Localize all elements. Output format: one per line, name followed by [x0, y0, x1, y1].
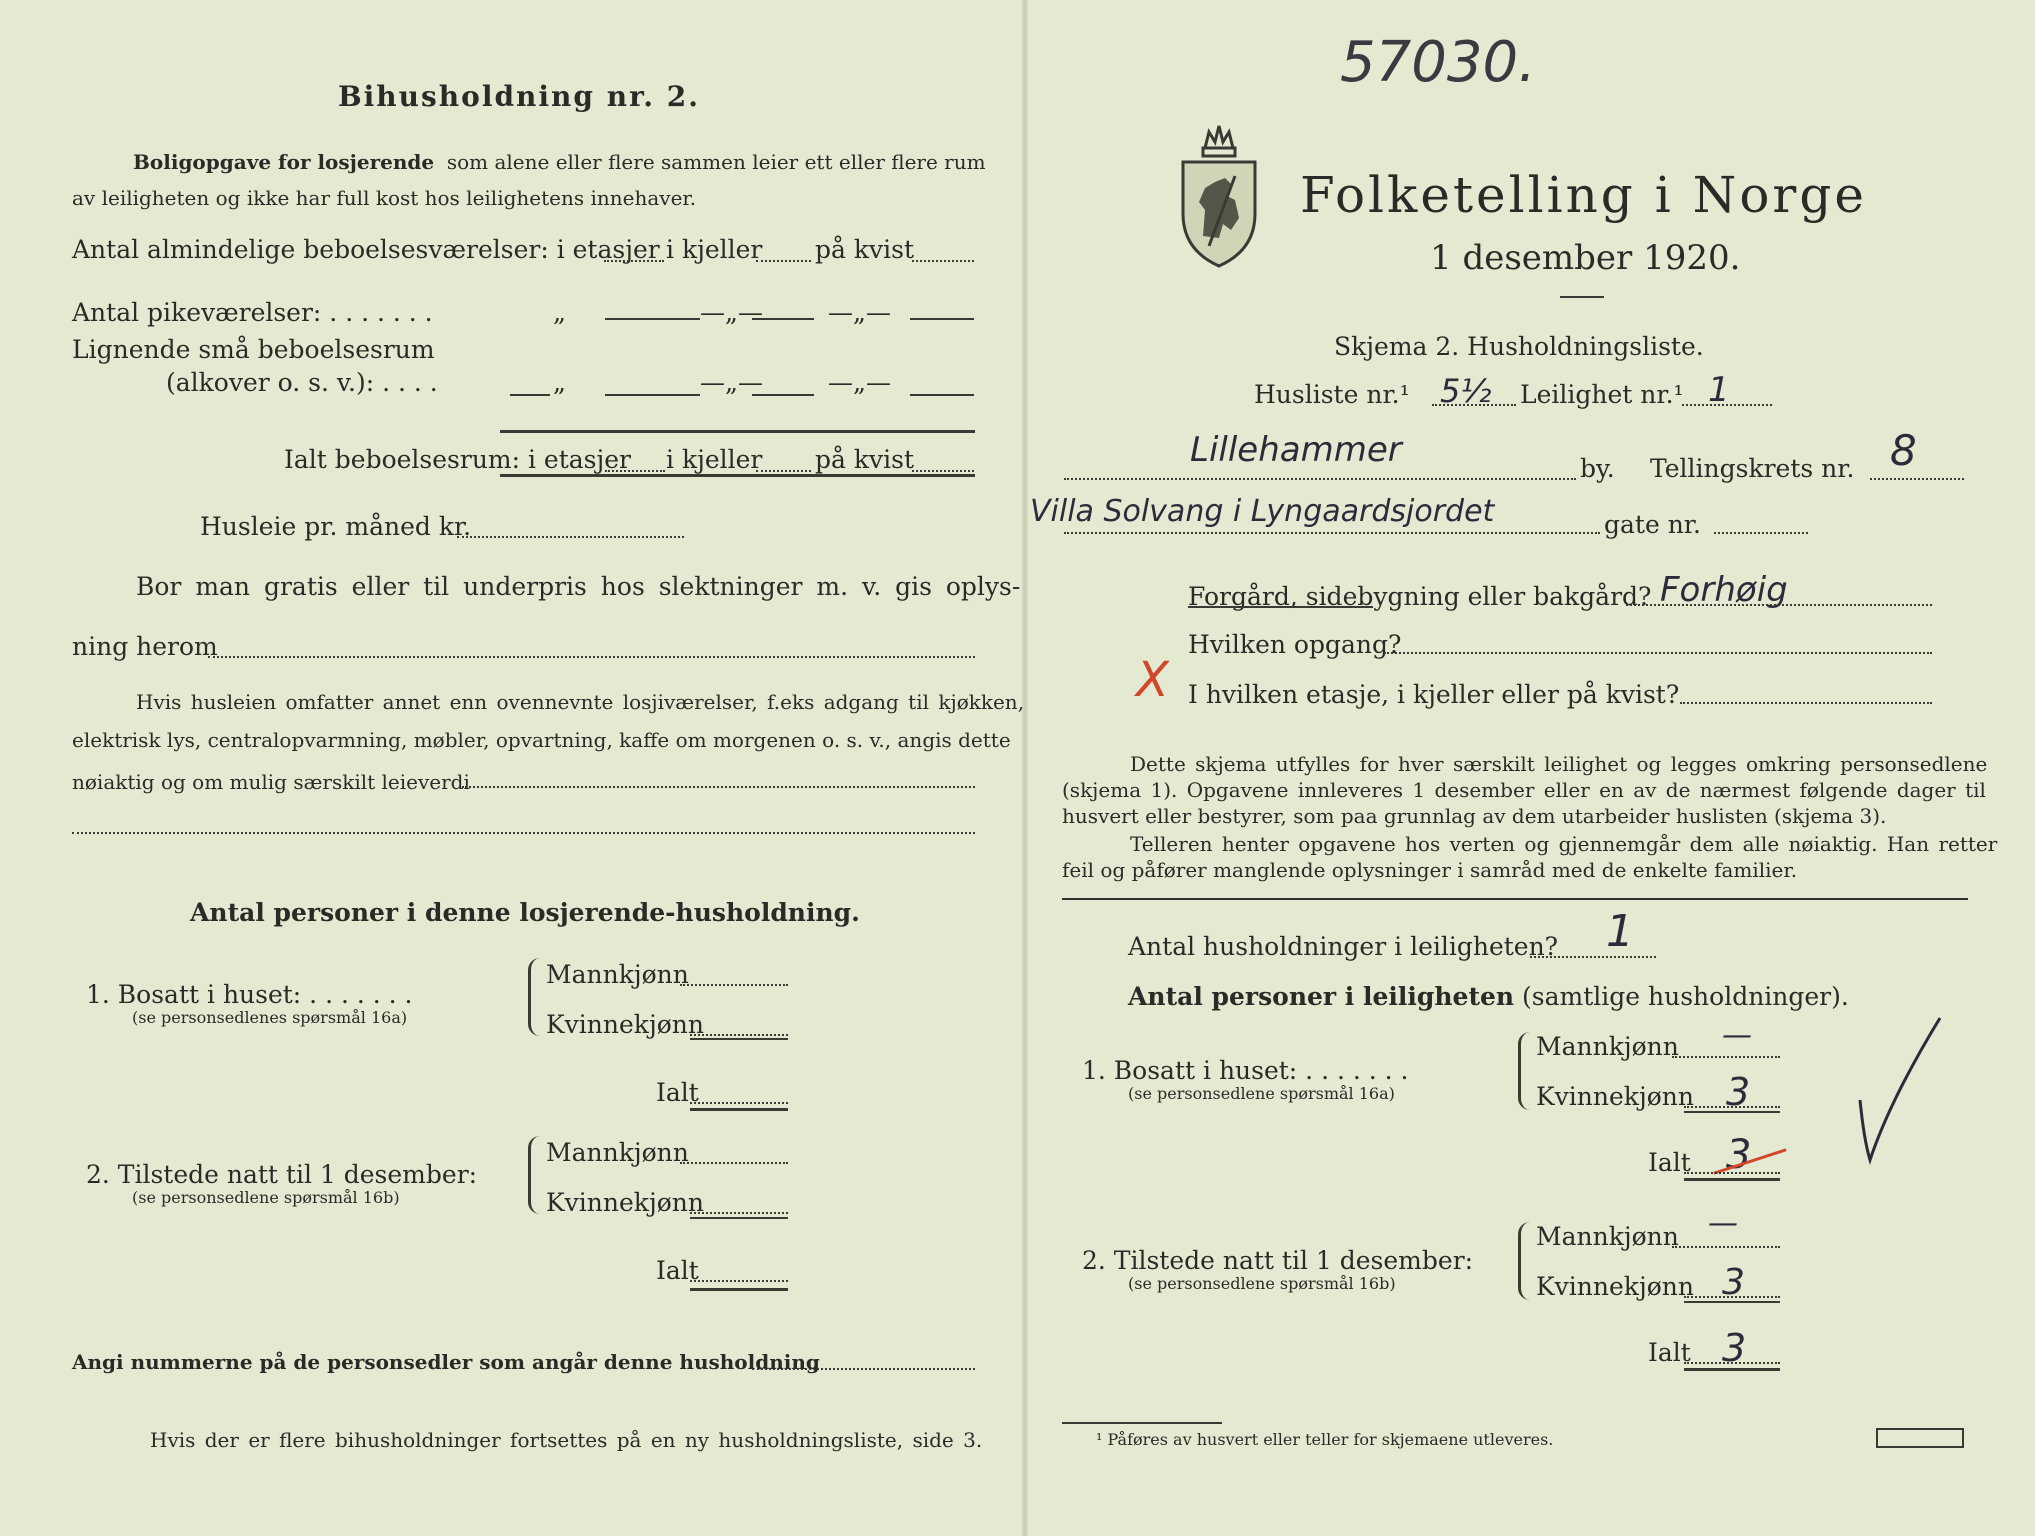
left-q2-mann-field[interactable] [680, 1162, 788, 1164]
stamp-number: 57030. [1340, 30, 1536, 95]
right-title: Folketelling i Norge [1300, 166, 1867, 224]
right-q2-label: 2. Tilstede natt til 1 desember: [1082, 1246, 1474, 1275]
left-q2-ialt-field[interactable] [690, 1280, 788, 1282]
right-q1-mann-label: Mannkjønn [1536, 1032, 1679, 1061]
bor-line2: ning herom [72, 632, 218, 661]
leilighet-value: 1 [1708, 370, 1730, 410]
left-q1-kvinne-field[interactable] [690, 1034, 788, 1036]
rooms-kjeller-label: i kjeller [666, 235, 763, 264]
left-q2-label: 2. Tilstede natt til 1 desember: [86, 1160, 478, 1189]
street-field[interactable] [1064, 532, 1600, 534]
rooms-label: Antal almindelige beboelsesværelser: i etasjer [72, 235, 660, 264]
etasje-label: I hvilken etasje, i kjeller eller på kvist? [1188, 680, 1680, 709]
left-q1-mann-field[interactable] [680, 984, 788, 986]
angi-field[interactable] [752, 1368, 975, 1370]
krets-field[interactable] [1870, 478, 1964, 480]
right-q2-brace [1518, 1222, 1531, 1300]
printer-mark [1876, 1428, 1964, 1448]
left-q1-mann-label: Mannkjønn [546, 960, 689, 989]
right-q2-sum-rule [1684, 1301, 1780, 1303]
pike-kvist-field[interactable] [910, 318, 974, 320]
right-q2-ialt-label: Ialt [1648, 1338, 1691, 1367]
ialt-kvist-field[interactable] [912, 470, 974, 472]
hvis-line1: Hvis husleien omfatter annet enn ovennevnte losjiværelser, f.eks adgang til kjøkken, [136, 690, 1025, 714]
info-p1-l3: husvert eller bestyrer, som paa grunnlag av dem utarbeider huslisten (skjema 3). [1062, 804, 1887, 828]
footnote: ¹ Påføres av husvert eller teller for skjemaene utleveres. [1096, 1430, 1554, 1449]
right-q2-ialt-value: 3 [1722, 1326, 1747, 1370]
intro-line2: av leiligheten og ikke har full kost hos leilighetens innehaver. [72, 186, 697, 210]
pike-kjeller-field[interactable] [752, 318, 814, 320]
left-q2-kvinne-field[interactable] [690, 1212, 788, 1214]
rooms-kvist-label: på kvist [815, 235, 914, 264]
hush-label: Antal husholdninger i leiligheten? [1128, 932, 1559, 961]
pike-ditto3: —„— [828, 298, 891, 327]
rooms-kvist-field[interactable] [912, 260, 974, 262]
census-date: 1 desember 1920. [1430, 238, 1741, 278]
alkover-etasjer-field[interactable] [605, 394, 700, 396]
gate-label: gate nr. [1604, 510, 1701, 539]
left-q1-brace [528, 958, 541, 1036]
leilighet-field[interactable] [1682, 404, 1772, 406]
left-q1-ialt-field[interactable] [690, 1102, 788, 1104]
husleie-field[interactable] [457, 536, 684, 538]
right-q2-kvinne-field[interactable] [1684, 1296, 1780, 1298]
info-p1-l1: Dette skjema utfylles for hver særskilt leilighet og legges omkring personsedlene [1130, 752, 1988, 776]
info-p2-l2: feil og påfører manglende oplysninger i samråd med de enkelte familier. [1062, 858, 1798, 882]
left-footer: Hvis der er flere bihusholdninger fortsettes på en ny husholdningsliste, side 3. [150, 1428, 983, 1452]
husliste-label: Husliste nr.¹ [1254, 380, 1410, 409]
right-q1-ialt-field[interactable] [1684, 1172, 1780, 1174]
city-field[interactable] [1064, 478, 1576, 480]
page-fold [1022, 0, 1028, 1536]
alkover-ditto: „ [553, 368, 566, 397]
bor-line1: Bor man gratis eller til underpris hos slektninger m. v. gis oplys- [136, 572, 1021, 601]
right-q2-kvinne-value: 3 [1722, 1262, 1745, 1303]
krets-label: Tellingskrets nr. [1650, 454, 1855, 483]
krets-value: 8 [1890, 426, 1917, 475]
right-q1-mann-field[interactable] [1672, 1056, 1780, 1058]
right-q1-label: 1. Bosatt i huset: . . . . . . . [1082, 1056, 1409, 1085]
hvis-field[interactable] [462, 786, 975, 788]
right-q2-mann-label: Mannkjønn [1536, 1222, 1679, 1251]
opgang-label: Hvilken opgang? [1188, 630, 1402, 659]
gate-nr-field[interactable] [1714, 532, 1808, 534]
alkover-label: (alkover o. s. v.): . . . . [166, 368, 438, 397]
info-p1-l2: (skjema 1). Opgavene innleveres 1 desember eller en av de nærmest følgende dager til [1062, 778, 1986, 802]
husliste-field[interactable] [1432, 404, 1516, 406]
right-q1-ialt-rule [1684, 1178, 1780, 1181]
left-q1-ialt-label: Ialt [656, 1078, 699, 1107]
ialt-etasjer-field[interactable] [605, 470, 665, 472]
bor-field[interactable] [208, 656, 975, 658]
street-value: Villa Solvang i Lyngaardsjordet [1030, 494, 1495, 529]
right-q1-kvinne-field[interactable] [1684, 1106, 1780, 1108]
left-q2-ialt-label: Ialt [656, 1256, 699, 1285]
date-rule [1560, 296, 1604, 298]
forgard-field[interactable] [1626, 604, 1932, 606]
rooms-etasjer-field[interactable] [604, 260, 664, 262]
hvis-line2: elektrisk lys, centralopvarmning, møbler, opvartning, kaffe om morgenen o. s. v., angis dette [72, 728, 1011, 752]
left-q2-sub: (se personsedlene spørsmål 16b) [132, 1188, 400, 1207]
intro-line1: Boligopgave for losjerende som alene eller flere sammen leier ett eller flere rum [133, 150, 986, 174]
pike-label: Antal pikeværelser: . . . . . . . [72, 298, 433, 327]
right-q1-ialt-label: Ialt [1648, 1148, 1691, 1177]
left-q2-sum-rule [690, 1217, 788, 1219]
left-q2-brace [528, 1136, 541, 1214]
opgang-field[interactable] [1384, 652, 1932, 654]
left-q1-label: 1. Bosatt i huset: . . . . . . . [86, 980, 413, 1009]
forgard-value: Forhøig [1660, 570, 1788, 610]
right-q2-mann-field[interactable] [1672, 1246, 1780, 1248]
alkover-kvist-field[interactable] [910, 394, 974, 396]
by-label: by. [1580, 454, 1615, 483]
right-q1-sum-rule [1684, 1111, 1780, 1113]
left-q2-kvinne-label: Kvinnekjønn [546, 1188, 704, 1217]
coat-of-arms-icon [1175, 118, 1263, 270]
left-q2-mann-label: Mannkjønn [546, 1138, 689, 1167]
etasje-field[interactable] [1680, 702, 1932, 704]
hush-value: 1 [1606, 906, 1634, 957]
right-q2-sub: (se personsedlene spørsmål 16b) [1128, 1274, 1396, 1293]
check-mark-icon [1850, 1010, 1950, 1170]
right-q1-brace [1518, 1032, 1531, 1110]
right-q2-ialt-field[interactable] [1684, 1362, 1780, 1364]
alkover-lead-line [510, 394, 550, 396]
sum-rule-bottom [500, 474, 975, 477]
forgard-label: Forgård, sidebygning eller bakgård? [1188, 582, 1652, 611]
alkover-ditto2: —„— [700, 368, 763, 397]
ialt-rooms-label: Ialt beboelsesrum: i etasjer [284, 445, 632, 474]
right-q1-mann-value: — [1722, 1018, 1752, 1053]
right-q1-sub: (se personsedlene spørsmål 16a) [1128, 1084, 1395, 1103]
ialt-kvist-label: på kvist [815, 445, 914, 474]
info-divider [1062, 898, 1968, 900]
right-personer-heading: Antal personer i leiligheten (samtlige husholdninger). [1128, 982, 1849, 1011]
footnote-rule [1062, 1422, 1222, 1424]
left-q1-ialt-rule [690, 1108, 788, 1111]
right-q2-kvinne-label: Kvinnekjønn [1536, 1272, 1694, 1301]
hvis-line3: nøiaktig og om mulig særskilt leieverdi [72, 770, 470, 794]
info-p2-l1: Telleren henter opgavene hos verten og gjennemgår dem alle nøiaktig. Han retter [1130, 832, 1998, 856]
left-title: Bihusholdning nr. 2. [338, 80, 700, 113]
right-q1-ialt-value: 3 [1726, 1132, 1752, 1178]
ialt-kjeller-field[interactable] [756, 470, 811, 472]
husleie-label: Husleie pr. måned kr. [200, 512, 472, 541]
rooms-kjeller-field[interactable] [756, 260, 811, 262]
right-q2-mann-value: — [1708, 1206, 1738, 1241]
sum-rule [500, 430, 975, 433]
hvis-field2[interactable] [72, 832, 975, 834]
pike-ditto: „ [553, 298, 566, 327]
left-q1-sub: (se personsedlenes spørsmål 16a) [132, 1008, 408, 1027]
right-q1-kvinne-label: Kvinnekjønn [1536, 1082, 1694, 1111]
left-q1-kvinne-label: Kvinnekjønn [546, 1010, 704, 1039]
hush-field[interactable] [1530, 956, 1656, 958]
right-q1-kvinne-value: 3 [1726, 1070, 1751, 1114]
ialt-kjeller-label: i kjeller [666, 445, 763, 474]
forgard-underline [1188, 606, 1373, 608]
left-q1-sum-rule [690, 1038, 788, 1040]
leilighet-label: Leilighet nr.¹ [1520, 380, 1684, 409]
alkover-kjeller-field[interactable] [752, 394, 814, 396]
right-q2-ialt-rule [1684, 1368, 1780, 1371]
city-value: Lillehammer [1190, 430, 1402, 470]
left-personer-heading: Antal personer i denne losjerende-husholdning. [190, 898, 860, 927]
pike-ditto2: —„— [700, 298, 763, 327]
skjema-label: Skjema 2. Husholdningsliste. [1334, 332, 1704, 361]
alkover-ditto3: —„— [828, 368, 891, 397]
husliste-value: 5½ [1440, 372, 1492, 410]
etasje-mark: X [1136, 652, 1169, 708]
left-q2-ialt-rule [690, 1288, 788, 1291]
angi-label: Angi nummerne på de personsedler som angår denne husholdning [72, 1350, 820, 1374]
pike-etasjer-field[interactable] [605, 318, 700, 320]
lignende-label: Lignende små beboelsesrum [72, 335, 435, 364]
